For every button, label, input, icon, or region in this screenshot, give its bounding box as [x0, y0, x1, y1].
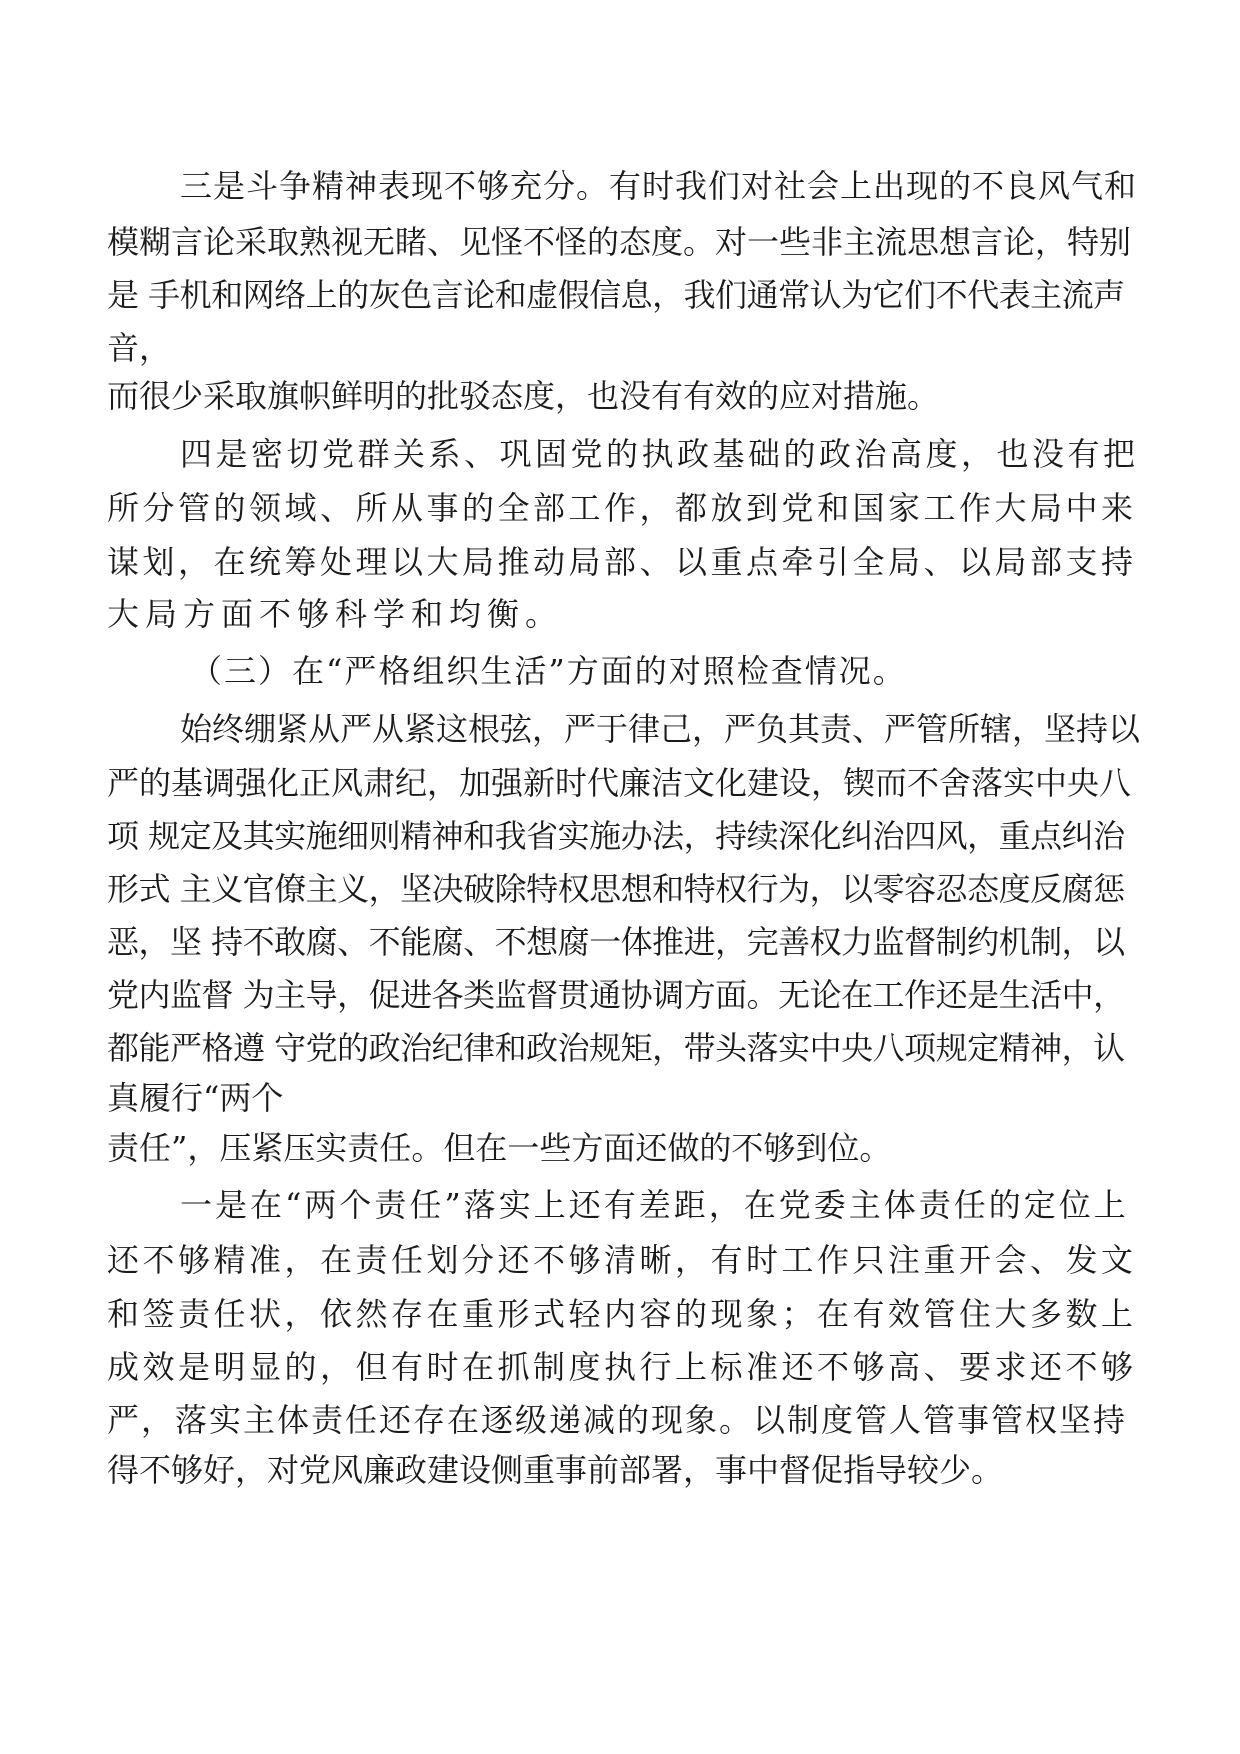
paragraph-2-line-2: 所分管的领域、所从事的全部工作，都放到党和国家工作大局中来 [107, 489, 1137, 527]
paragraph-2-line-1: 四是密切党群关系、巩固党的执政基础的政治高度，也没有把 [180, 435, 1139, 473]
paragraph-4-line-5: 严，落实主体责任还存在逐级递减的现象。以制度管人管事管权坚持 [107, 1401, 1128, 1439]
paragraph-3-line-2: 严的基调强化正风肃纪，加强新时代廉洁文化建设，锲而不舍落实中央八 [107, 764, 1132, 802]
section-heading: （三）在“严格组织生活”方面的对照检查情况。 [190, 652, 907, 690]
paragraph-4-line-6: 得不够好，对党风廉政建设侧重事前部署，事中督促指导较少。 [107, 1451, 1004, 1489]
paragraph-2-line-4: 大局方面不够科学和均衡。 [107, 595, 564, 633]
paragraph-1-line-1: 三是斗争精神表现不够充分。有时我们对社会上出现的不良风气和 [180, 167, 1138, 205]
paragraph-4-line-2: 还不够精准，在责任划分还不够清晰，有时工作只注重开会、发文 [107, 1241, 1137, 1279]
paragraph-1-line-5: 而很少采取旗帜鲜明的批驳态度，也没有有效的应对措施。 [107, 377, 940, 415]
paragraph-3-line-3: 项 规定及其实施细则精神和我省实施办法，持续深化纠治四风，重点纠治 [107, 817, 1125, 855]
paragraph-4-line-4: 成效是明显的，但有时在抓制度执行上标准还不够高、要求还不够 [107, 1348, 1137, 1386]
paragraph-3-line-4: 形式 主义官僚主义，坚决破除特权思想和特权行为，以零容忍态度反腐惩 [107, 870, 1125, 908]
paragraph-3-line-6: 党内监督 为主导，促进各类监督贯通协调方面。无论在工作还是生活中， [107, 976, 1125, 1014]
paragraph-3-line-7: 都能严格遵 守党的政治纪律和政治规矩，带头落实中央八项规定精神，认 [107, 1029, 1125, 1067]
paragraph-3-line-9: 责任”，压紧压实责任。但在一些方面还做的不够到位。 [107, 1129, 892, 1167]
paragraph-4-line-3: 和签责任状，依然存在重形式轻内容的现象；在有效管住大多数上 [107, 1295, 1137, 1333]
paragraph-1-line-2: 模糊言论采取熟视无睹、见怪不怪的态度。对一些非主流思想言论，特别 [107, 223, 1132, 261]
paragraph-2-line-3: 谋划，在统筹处理以大局推动局部、以重点牵引全局、以局部支持 [107, 543, 1137, 581]
paragraph-3-line-1: 始终绷紧从严从紧这根弦，严于律己，严负其责、严管所辖，坚持以 [180, 710, 1141, 748]
paragraph-3-line-5: 恶，坚 持不敢腐、不能腐、不想腐一体推进，完善权力监督制约机制，以 [107, 923, 1125, 961]
paragraph-1-line-3: 是 手机和网络上的灰色言论和虚假信息，我们通常认为它们不代表主流声 [107, 276, 1125, 314]
paragraph-3-line-8: 真履行“两个 [107, 1079, 284, 1117]
paragraph-4-line-1: 一是在“两个责任”落实上还有差距，在党委主体责任的定位上 [180, 1186, 1129, 1224]
paragraph-1-line-4: 音， [107, 329, 172, 367]
